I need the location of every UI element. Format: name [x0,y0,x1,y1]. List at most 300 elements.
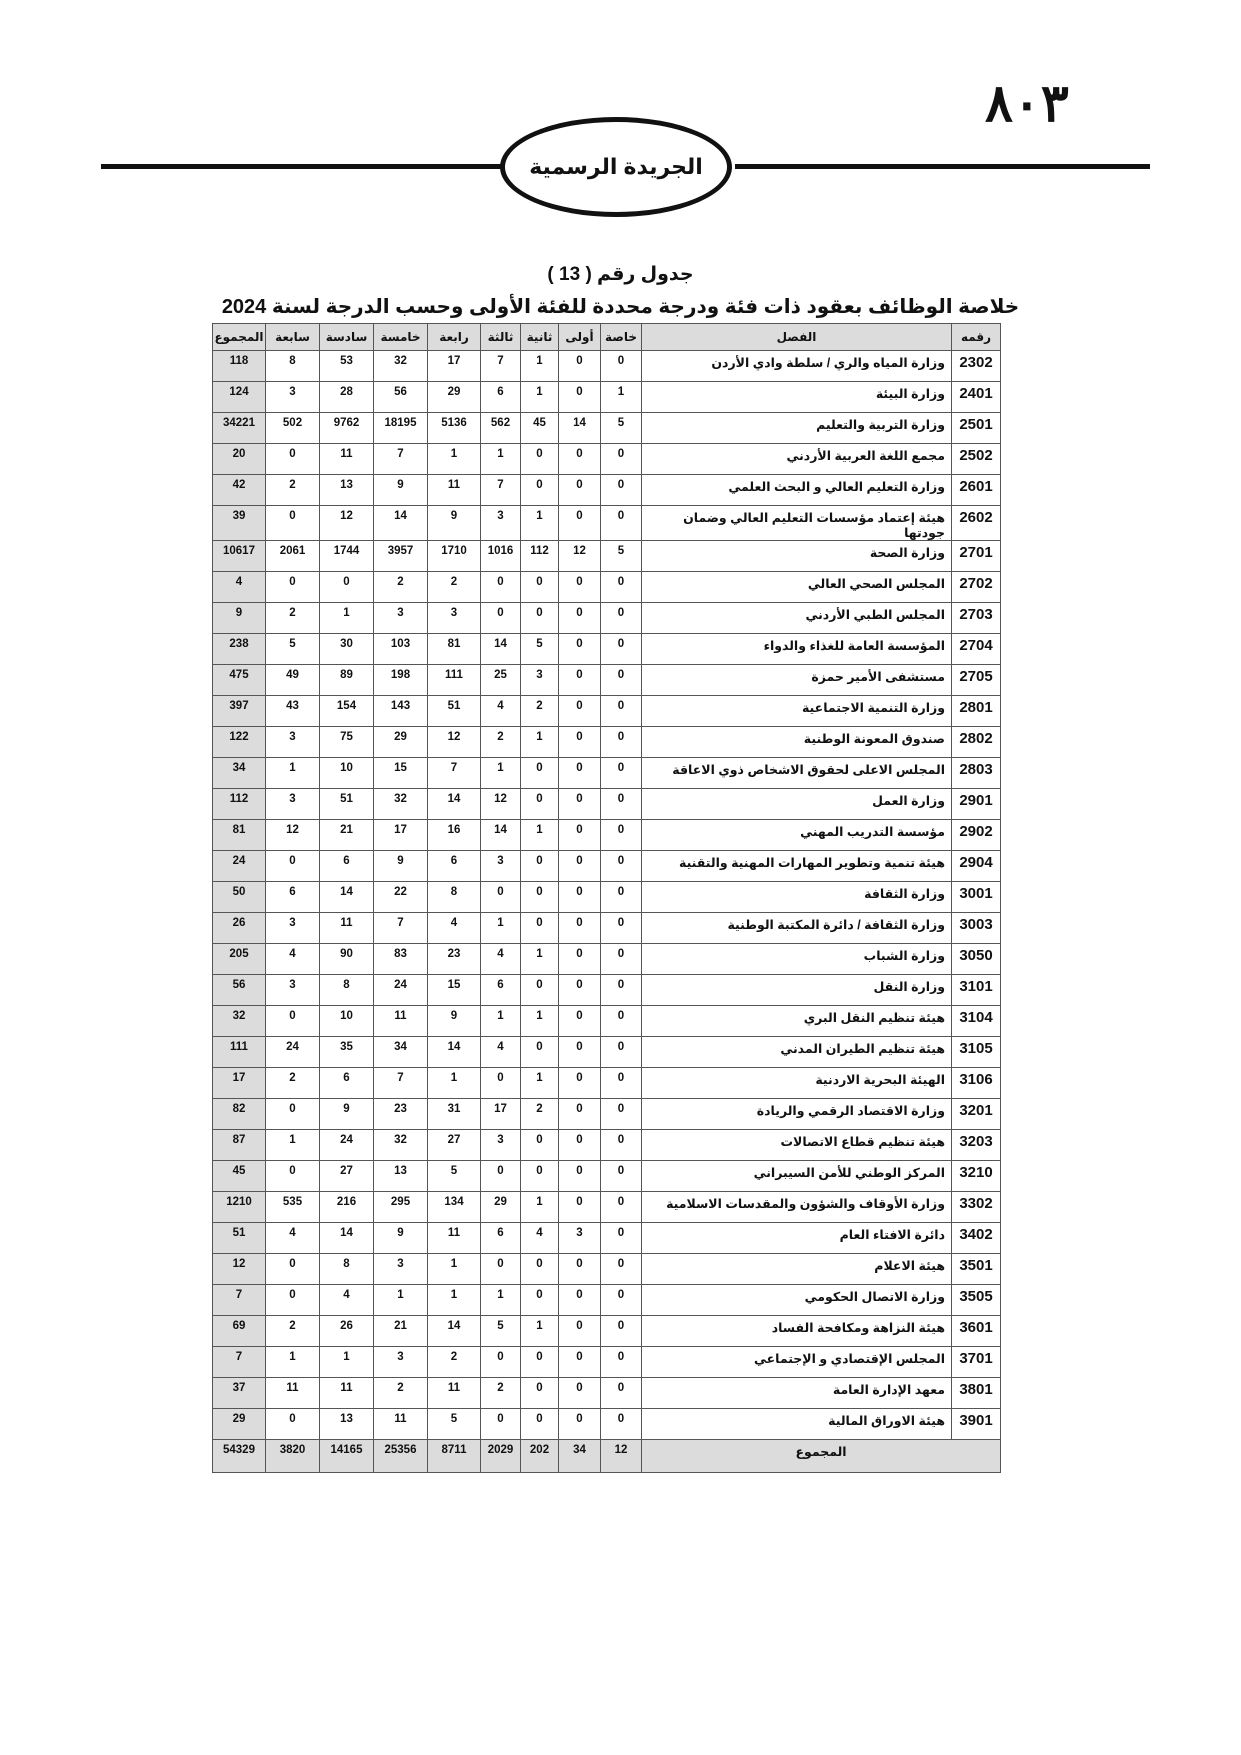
cell-total: 205 [213,944,266,975]
cell-total: 42 [213,475,266,506]
cell-special: 5 [601,413,642,444]
cell-total: 124 [213,382,266,413]
cell-code: 3601 [952,1316,1001,1347]
cell-second: 1 [521,944,559,975]
table-row [213,1378,1001,1409]
cell-seventh: 0 [266,1409,320,1440]
cell-fifth: 9 [374,1223,428,1254]
cell-code: 2702 [952,572,1001,603]
cell-sixth: 13 [320,475,374,506]
cell-code: 3901 [952,1409,1001,1440]
cell-code: 3201 [952,1099,1001,1130]
cell-third: 17 [481,1099,521,1130]
cell-fourth: 5 [428,1161,481,1192]
cell-fifth: 23 [374,1099,428,1130]
cell-chapter-name: وزارة الأوقاف والشؤون والمقدسات الاسلامية [642,1192,952,1223]
cell-chapter-name: وزارة النقل [642,975,952,1006]
cell-total: 397 [213,696,266,727]
cell-total: 118 [213,351,266,382]
cell-chapter-name: الهيئة البحرية الاردنية [642,1068,952,1099]
cell-seventh: 4 [266,944,320,975]
table-row [213,413,1001,444]
col-header-total: المجموع [213,324,266,351]
cell-sixth: 11 [320,913,374,944]
cell-code: 3101 [952,975,1001,1006]
cell-special: 0 [601,1161,642,1192]
cell-first: 0 [559,1192,601,1223]
cell-total: 45 [213,1161,266,1192]
cell-sixth: 30 [320,634,374,665]
cell-code: 2705 [952,665,1001,696]
cell-code: 2704 [952,634,1001,665]
cell-total: 32 [213,1006,266,1037]
cell-second: 112 [521,541,559,572]
cell-third: 3 [481,1130,521,1161]
cell-fifth: 3 [374,603,428,634]
table-row [213,603,1001,634]
table-row [213,665,1001,696]
cell-seventh: 3 [266,913,320,944]
cell-chapter-name: معهد الإدارة العامة [642,1378,952,1409]
cell-seventh: 8 [266,351,320,382]
cell-seventh: 0 [266,851,320,882]
cell-third: 1 [481,444,521,475]
cell-seventh: 43 [266,696,320,727]
cell-fourth: 11 [428,1223,481,1254]
cell-code: 2902 [952,820,1001,851]
cell-seventh: 4 [266,1223,320,1254]
cell-seventh: 1 [266,1347,320,1378]
cell-fourth: 1 [428,1254,481,1285]
cell-seventh: 0 [266,572,320,603]
cell-third: 0 [481,603,521,634]
cell-third: 1 [481,758,521,789]
cell-chapter-name: وزارة البيئة [642,382,952,413]
cell-special: 0 [601,758,642,789]
cell-second: 0 [521,1254,559,1285]
cell-code: 2803 [952,758,1001,789]
col-header-fifth: خامسة [374,324,428,351]
cell-chapter-name: مستشفى الأمير حمزة [642,665,952,696]
cell-first: 0 [559,975,601,1006]
cell-fourth: 1 [428,1285,481,1316]
cell-total: 7 [213,1285,266,1316]
cell-total: 69 [213,1316,266,1347]
cell-first: 0 [559,1161,601,1192]
cell-special: 0 [601,572,642,603]
cell-seventh: 0 [266,506,320,541]
cell-third: 4 [481,944,521,975]
cell-fourth: 1 [428,1068,481,1099]
table-row [213,789,1001,820]
cell-fifth: 11 [374,1409,428,1440]
cell-third: 0 [481,1161,521,1192]
table-row [213,913,1001,944]
cell-fourth: 5136 [428,413,481,444]
cell-chapter-name: وزارة الصحة [642,541,952,572]
cell-third: 3 [481,506,521,541]
cell-total: 7 [213,1347,266,1378]
totals-special: 12 [601,1440,642,1473]
cell-chapter-name: وزارة التربية والتعليم [642,413,952,444]
cell-total: 87 [213,1130,266,1161]
table-row [213,444,1001,475]
cell-seventh: 2 [266,1316,320,1347]
cell-fifth: 3957 [374,541,428,572]
cell-special: 0 [601,820,642,851]
cell-special: 1 [601,382,642,413]
cell-seventh: 6 [266,882,320,913]
cell-second: 1 [521,506,559,541]
cell-code: 2701 [952,541,1001,572]
cell-fourth: 11 [428,1378,481,1409]
cell-first: 0 [559,1006,601,1037]
cell-second: 1 [521,382,559,413]
totals-row [213,1440,1001,1473]
cell-code: 3106 [952,1068,1001,1099]
col-header-first: أولى [559,324,601,351]
cell-fifth: 32 [374,789,428,820]
cell-third: 7 [481,475,521,506]
cell-first: 0 [559,665,601,696]
cell-seventh: 2061 [266,541,320,572]
cell-fifth: 11 [374,1006,428,1037]
cell-third: 1 [481,1285,521,1316]
totals-total: 54329 [213,1440,266,1473]
cell-fifth: 103 [374,634,428,665]
table-row [213,634,1001,665]
cell-seventh: 0 [266,444,320,475]
table-row [213,1068,1001,1099]
cell-chapter-name: المؤسسة العامة للغذاء والدواء [642,634,952,665]
cell-second: 1 [521,820,559,851]
cell-seventh: 11 [266,1378,320,1409]
cell-sixth: 21 [320,820,374,851]
cell-fourth: 15 [428,975,481,1006]
table-row [213,506,1001,541]
table-number: جدول رقم ( 13 ) [547,264,694,285]
cell-code: 3402 [952,1223,1001,1254]
col-header-chapter: الفصل [642,324,952,351]
cell-code: 2901 [952,789,1001,820]
cell-second: 1 [521,1006,559,1037]
cell-special: 0 [601,1347,642,1378]
cell-special: 0 [601,1409,642,1440]
cell-third: 14 [481,634,521,665]
col-header-seventh: سابعة [266,324,320,351]
cell-code: 2601 [952,475,1001,506]
cell-sixth: 154 [320,696,374,727]
cell-second: 0 [521,444,559,475]
cell-code: 3501 [952,1254,1001,1285]
cell-fifth: 15 [374,758,428,789]
cell-second: 0 [521,758,559,789]
cell-total: 475 [213,665,266,696]
cell-sixth: 26 [320,1316,374,1347]
cell-fifth: 34 [374,1037,428,1068]
cell-code: 3203 [952,1130,1001,1161]
cell-chapter-name: مؤسسة التدريب المهني [642,820,952,851]
cell-special: 0 [601,696,642,727]
table-row [213,541,1001,572]
cell-first: 0 [559,944,601,975]
cell-fourth: 2 [428,572,481,603]
totals-third: 2029 [481,1440,521,1473]
cell-total: 29 [213,1409,266,1440]
col-header-second: ثانية [521,324,559,351]
cell-sixth: 10 [320,1006,374,1037]
cell-second: 5 [521,634,559,665]
cell-sixth: 12 [320,506,374,541]
cell-chapter-name: هيئة الاوراق المالية [642,1409,952,1440]
table-row [213,1099,1001,1130]
cell-seventh: 5 [266,634,320,665]
cell-seventh: 0 [266,1099,320,1130]
cell-fifth: 13 [374,1161,428,1192]
cell-special: 0 [601,1006,642,1037]
cell-second: 1 [521,727,559,758]
cell-first: 0 [559,820,601,851]
cell-code: 3302 [952,1192,1001,1223]
cell-first: 0 [559,634,601,665]
cell-second: 0 [521,603,559,634]
table-row [213,944,1001,975]
cell-second: 0 [521,913,559,944]
table-row [213,1409,1001,1440]
cell-special: 0 [601,634,642,665]
cell-code: 2502 [952,444,1001,475]
cell-sixth: 90 [320,944,374,975]
cell-chapter-name: هيئة الاعلام [642,1254,952,1285]
cell-sixth: 13 [320,1409,374,1440]
cell-third: 4 [481,1037,521,1068]
cell-first: 0 [559,1130,601,1161]
cell-third: 0 [481,1347,521,1378]
cell-total: 17 [213,1068,266,1099]
cell-first: 12 [559,541,601,572]
cell-third: 6 [481,382,521,413]
cell-total: 37 [213,1378,266,1409]
cell-sixth: 11 [320,444,374,475]
cell-fourth: 1710 [428,541,481,572]
cell-fourth: 27 [428,1130,481,1161]
cell-fourth: 7 [428,758,481,789]
cell-seventh: 3 [266,382,320,413]
cell-fourth: 14 [428,789,481,820]
cell-chapter-name: وزارة الثقافة / دائرة المكتبة الوطنية [642,913,952,944]
cell-first: 0 [559,1347,601,1378]
table-row [213,475,1001,506]
cell-second: 0 [521,475,559,506]
cell-total: 81 [213,820,266,851]
cell-third: 14 [481,820,521,851]
col-header-code: رقمه [952,324,1001,351]
cell-fifth: 3 [374,1347,428,1378]
cell-third: 3 [481,851,521,882]
cell-chapter-name: المجلس الإقتصادي و الإجتماعي [642,1347,952,1378]
table-row [213,1347,1001,1378]
cell-seventh: 2 [266,1068,320,1099]
cell-first: 14 [559,413,601,444]
cell-sixth: 0 [320,572,374,603]
cell-second: 4 [521,1223,559,1254]
cell-fourth: 16 [428,820,481,851]
cell-fifth: 295 [374,1192,428,1223]
cell-chapter-name: هيئة تنمية وتطوير المهارات المهنية والتقنية [642,851,952,882]
cell-sixth: 216 [320,1192,374,1223]
cell-second: 0 [521,851,559,882]
cell-third: 0 [481,572,521,603]
cell-special: 0 [601,975,642,1006]
cell-chapter-name: مجمع اللغة العربية الأردني [642,444,952,475]
cell-sixth: 9 [320,1099,374,1130]
cell-second: 0 [521,1285,559,1316]
table-row [213,1006,1001,1037]
cell-third: 1 [481,1006,521,1037]
cell-special: 0 [601,1254,642,1285]
cell-third: 6 [481,1223,521,1254]
table-row [213,851,1001,882]
cell-first: 0 [559,382,601,413]
cell-seventh: 12 [266,820,320,851]
cell-code: 3104 [952,1006,1001,1037]
cell-sixth: 51 [320,789,374,820]
cell-special: 0 [601,1378,642,1409]
table-row [213,351,1001,382]
cell-special: 0 [601,1192,642,1223]
cell-chapter-name: دائرة الافتاء العام [642,1223,952,1254]
cell-chapter-name: المجلس الصحي العالي [642,572,952,603]
cell-total: 20 [213,444,266,475]
cell-fifth: 83 [374,944,428,975]
cell-special: 0 [601,351,642,382]
page-number: ٨٠٣ [985,73,1069,134]
cell-first: 0 [559,475,601,506]
cell-sixth: 24 [320,1130,374,1161]
cell-sixth: 10 [320,758,374,789]
cell-code: 2401 [952,382,1001,413]
cell-fourth: 9 [428,1006,481,1037]
cell-chapter-name: وزارة الاتصال الحكومي [642,1285,952,1316]
cell-first: 0 [559,1037,601,1068]
cell-fifth: 21 [374,1316,428,1347]
totals-fourth: 8711 [428,1440,481,1473]
cell-sixth: 1744 [320,541,374,572]
cell-special: 0 [601,444,642,475]
cell-fourth: 51 [428,696,481,727]
cell-code: 2602 [952,506,1001,541]
cell-sixth: 8 [320,1254,374,1285]
col-header-third: ثالثة [481,324,521,351]
cell-fifth: 18195 [374,413,428,444]
cell-second: 0 [521,572,559,603]
cell-third: 0 [481,1068,521,1099]
cell-code: 2802 [952,727,1001,758]
cell-special: 0 [601,727,642,758]
cell-fifth: 2 [374,572,428,603]
cell-second: 0 [521,1378,559,1409]
cell-sixth: 6 [320,1068,374,1099]
cell-first: 0 [559,1068,601,1099]
cell-first: 0 [559,444,601,475]
cell-seventh: 49 [266,665,320,696]
cell-code: 3701 [952,1347,1001,1378]
cell-first: 0 [559,913,601,944]
table-row [213,382,1001,413]
cell-fourth: 9 [428,506,481,541]
totals-first: 34 [559,1440,601,1473]
cell-fifth: 29 [374,727,428,758]
cell-fifth: 1 [374,1285,428,1316]
header-rule-left [101,164,501,169]
cell-fifth: 22 [374,882,428,913]
cell-chapter-name: هيئة تنظيم الطيران المدني [642,1037,952,1068]
cell-code: 3210 [952,1161,1001,1192]
cell-fourth: 8 [428,882,481,913]
totals-second: 202 [521,1440,559,1473]
cell-seventh: 535 [266,1192,320,1223]
cell-third: 2 [481,727,521,758]
cell-code: 2801 [952,696,1001,727]
cell-first: 0 [559,696,601,727]
cell-special: 0 [601,789,642,820]
cell-third: 12 [481,789,521,820]
cell-fourth: 6 [428,851,481,882]
cell-sixth: 53 [320,351,374,382]
cell-third: 0 [481,1254,521,1285]
table-title: خلاصة الوظائف بعقود ذات فئة ودرجة محددة للفئة الأولى وحسب الدرجة لسنة 2024 [221,296,1020,318]
cell-chapter-name: المجلس الطبي الأردني [642,603,952,634]
jobs-summary-table [212,323,1001,1473]
cell-fourth: 5 [428,1409,481,1440]
cell-special: 0 [601,506,642,541]
table-row [213,758,1001,789]
cell-sixth: 14 [320,882,374,913]
cell-second: 0 [521,789,559,820]
cell-second: 3 [521,665,559,696]
cell-code: 3801 [952,1378,1001,1409]
cell-special: 0 [601,1099,642,1130]
cell-fourth: 134 [428,1192,481,1223]
cell-fourth: 23 [428,944,481,975]
cell-chapter-name: هيئة النزاهة ومكافحة الفساد [642,1316,952,1347]
cell-total: 24 [213,851,266,882]
cell-seventh: 2 [266,475,320,506]
cell-chapter-name: هيئة تنظيم النقل البري [642,1006,952,1037]
cell-sixth: 1 [320,1347,374,1378]
cell-chapter-name: وزارة التعليم العالي و البحث العلمي [642,475,952,506]
cell-fourth: 29 [428,382,481,413]
cell-fourth: 1 [428,444,481,475]
cell-second: 45 [521,413,559,444]
cell-third: 0 [481,882,521,913]
cell-first: 0 [559,851,601,882]
cell-special: 0 [601,1037,642,1068]
cell-first: 0 [559,1254,601,1285]
cell-fifth: 7 [374,1068,428,1099]
cell-special: 0 [601,944,642,975]
cell-fourth: 11 [428,475,481,506]
cell-fifth: 7 [374,444,428,475]
cell-code: 3003 [952,913,1001,944]
cell-total: 51 [213,1223,266,1254]
cell-total: 238 [213,634,266,665]
cell-third: 1 [481,913,521,944]
cell-third: 0 [481,1409,521,1440]
table-row [213,882,1001,913]
cell-fifth: 32 [374,1130,428,1161]
cell-fifth: 2 [374,1378,428,1409]
